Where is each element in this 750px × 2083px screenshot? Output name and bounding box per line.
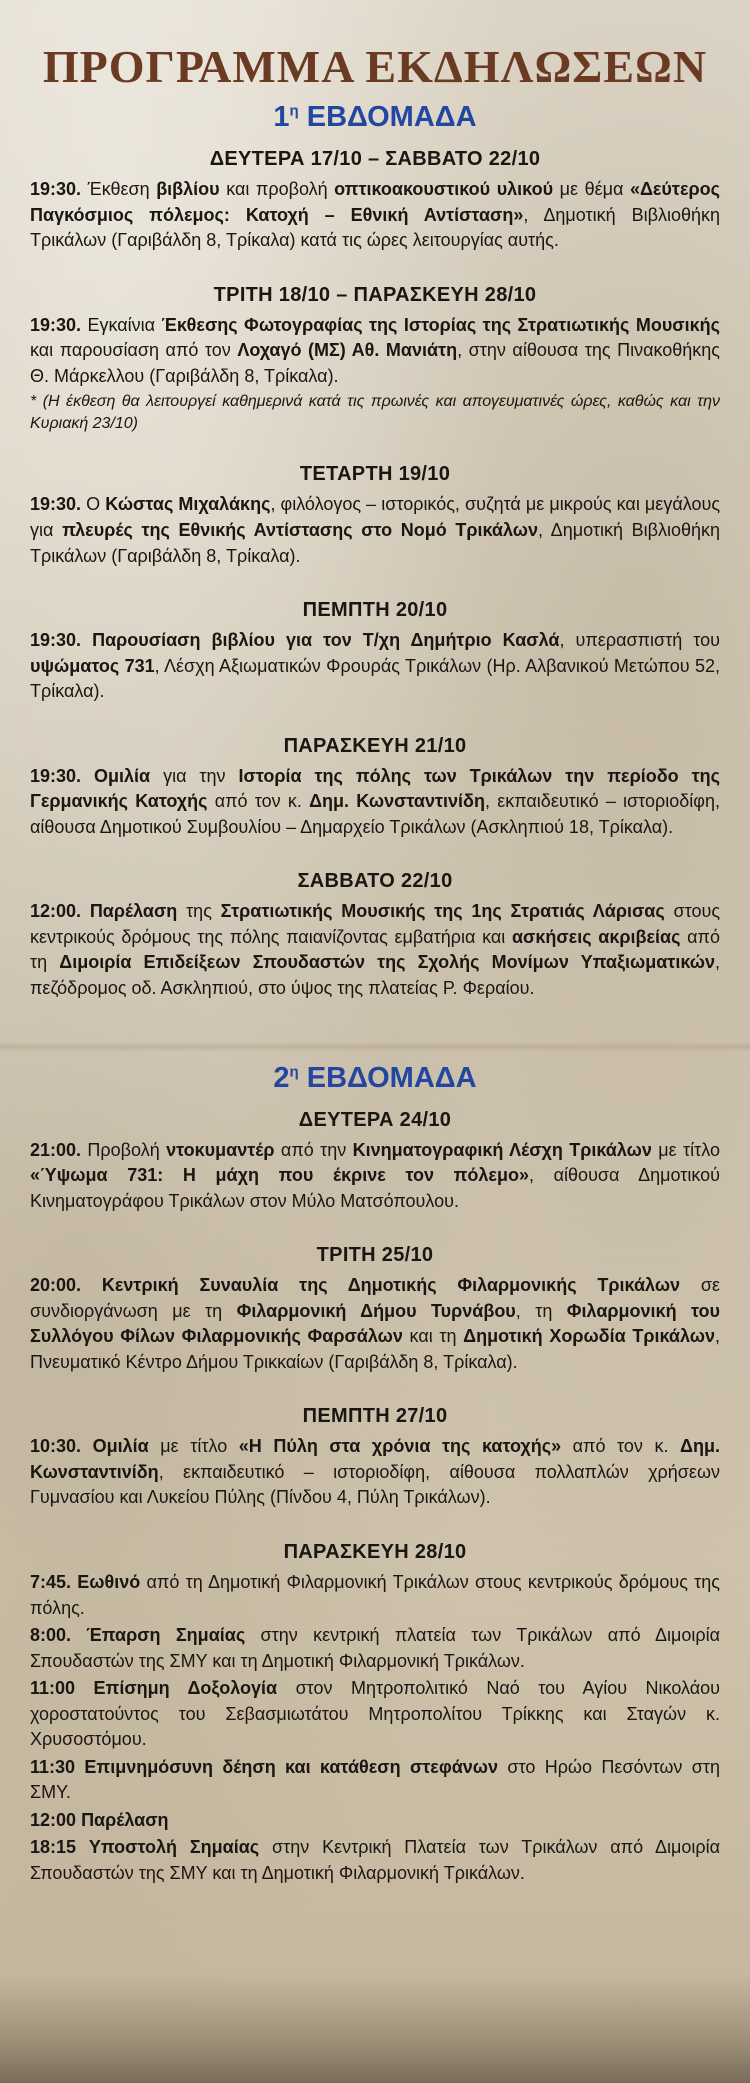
week-label: ΕΒΔΟΜΑΔΑ — [298, 101, 477, 133]
event-text: , Δημοτική Βιβλιοθήκη Τρικάλων (Γαριβάλδη 8, Τρίκαλα). — [30, 519, 720, 566]
event-highlight: Ιστορία της πόλης των Τρικάλων την περίοδο της Γερμανικής Κατοχής — [30, 765, 720, 812]
event-text — [81, 630, 92, 650]
week-number: 2 — [273, 1061, 290, 1094]
event-highlight: 7:45. — [30, 1572, 72, 1593]
event-highlight: Κώστας Μιχαλάκης — [105, 494, 271, 515]
event-entry — [30, 764, 720, 841]
event-highlight: 11:30 — [30, 1756, 76, 1777]
event-highlight: 19:30. — [30, 494, 82, 515]
event-text: με τίτλο — [148, 1436, 239, 1457]
spacer — [30, 1377, 720, 1391]
event-highlight: «Η Πύλη στα χρόνια της κατοχής» — [238, 1436, 562, 1457]
event-text — [76, 1837, 89, 1857]
event-text: , Λέσχη Αξιωματικών Φρουράς Τρικάλων (Ηρ. Αλβανικού Μετώπου 52, Τρίκαλα). — [30, 655, 720, 702]
event-highlight: 19:30. — [30, 179, 82, 199]
event-entry — [30, 177, 720, 254]
day-heading: ΔΕΥΤΕΡΑ 17/10 – ΣΑΒΒΑΤΟ 22/10 — [209, 148, 541, 170]
event-highlight: Επίσημη Δοξολογία — [93, 1678, 278, 1699]
day-heading: ΠΑΡΑΣΚΕΥΗ 28/10 — [283, 1541, 467, 1564]
event-highlight: 11:00 — [30, 1678, 76, 1699]
page-title: ΠΡΟΓΡΑΜΜΑ ΕΚΔΗΛΩΣΕΩΝ — [42, 41, 708, 92]
event-highlight: 19:30. — [30, 630, 82, 651]
event-highlight: «Ύψωμα 731: Η μάχη που έκρινε τον πόλεμο» — [30, 1165, 529, 1186]
event-text: , στην αίθουσα της Πινακοθήκης Θ. Μάρκελλου (Γαριβάλδη 8, Τρίκαλα). — [30, 340, 720, 386]
spacer — [30, 1216, 720, 1230]
event-entry — [30, 1676, 720, 1753]
week-ordinal: η — [289, 1062, 299, 1080]
event-text — [81, 901, 90, 921]
event-entry — [30, 492, 720, 569]
event-highlight: «Δεύτερος Παγκόσμιος πόλεμος: Κατοχή – Εθνική Αντίσταση» — [30, 179, 720, 225]
event-text: με τίτλο — [651, 1139, 720, 1160]
event-text: στην κεντρική πλατεία των Τρικάλων από Διμοιρία Σπουδαστών της ΣΜΥ και τη Δημοτική Φιλαρμονική Τρικάλων. — [30, 1625, 720, 1671]
spacer — [30, 1513, 720, 1527]
event-entry — [30, 1570, 720, 1621]
event-text: , πεζόδρομος οδ. Ασκληπιού, στο ύψος της πλατείας Ρ. Φεραίου. — [30, 952, 720, 998]
spacer — [30, 571, 720, 585]
week-number: 1 — [273, 101, 290, 133]
event-entry — [30, 899, 720, 1001]
day-heading: ΠΕΜΠΤΗ 20/10 — [302, 599, 448, 622]
event-text — [81, 1275, 102, 1295]
event-text: από τη — [30, 926, 720, 973]
event-note: * (Η έκθεση θα λειτουργεί καθημερινά κατά τις πρωινές και απογευματινές ώρες, καθώς και την Κυριακή 23/10) — [30, 393, 720, 433]
event-highlight: Έπαρση Σημαίας — [86, 1625, 246, 1646]
day-heading: ΠΑΡΑΣΚΕΥΗ 21/10 — [283, 734, 467, 757]
event-text — [81, 1436, 93, 1456]
event-highlight: Διμοιρία Επιδείξεων Σπουδαστών της Σχολής Μονίμων Υπαξιωματικών — [59, 952, 715, 973]
event-text: και παρουσίαση από τον — [30, 340, 238, 361]
event-text — [71, 1625, 86, 1645]
event-text: και προβολή — [219, 179, 335, 199]
week-heading — [30, 1062, 720, 1095]
event-entry — [30, 1434, 720, 1511]
event-highlight: Επιμνημόσυνη δέηση και κατάθεση στεφάνων — [84, 1756, 499, 1777]
spacer — [30, 707, 720, 721]
spacer — [30, 1004, 720, 1018]
event-text: από την — [274, 1139, 353, 1160]
event-highlight: οπτικοακουστικού υλικού — [334, 179, 554, 199]
day-heading: ΤΕΤΑΡΤΗ 19/10 — [299, 463, 451, 486]
event-highlight: υψώματος 731 — [30, 655, 155, 676]
event-highlight: Λοχαγό (ΜΣ) Αθ. Μανιάτη — [237, 340, 458, 361]
event-highlight: ασκήσεις ακριβείας — [511, 926, 681, 947]
event-text: , φιλόλογος – ιστορικός, συζητά με μικρούς και μεγάλους για — [30, 494, 720, 540]
event-entry — [30, 1273, 720, 1375]
event-entry — [30, 628, 720, 705]
event-entry — [30, 1755, 720, 1806]
event-text: με θέμα — [553, 179, 630, 199]
event-highlight: 18:15 — [30, 1837, 77, 1858]
event-text: της — [177, 901, 221, 922]
event-text: , αίθουσα Δημοτικού Κινηματογράφου Τρικάλων στον Μύλο Ματσόπουλου. — [30, 1165, 720, 1211]
day-heading: ΤΡΙΤΗ 18/10 – ΠΑΡΑΣΚΕΥΗ 28/10 — [213, 283, 537, 306]
event-highlight: Παρέλαση — [89, 901, 178, 922]
event-text: Έκθεση — [81, 179, 157, 199]
event-highlight: Έκθεσης Φωτογραφίας της Ιστορίας της Στρατιωτικής Μουσικής — [161, 314, 720, 335]
event-highlight: Κινηματογραφική Λέσχη Τρικάλων — [352, 1139, 652, 1160]
event-text: από τον κ. — [207, 791, 310, 812]
event-entry — [30, 313, 720, 390]
event-text: Εγκαίνια — [81, 314, 162, 335]
event-highlight: Παρουσίαση βιβλίου για τον Τ/χη Δημήτριο Κασλά — [92, 630, 560, 651]
event-entry — [30, 1138, 720, 1215]
event-text — [75, 1678, 94, 1698]
event-highlight: βιβλίου — [156, 179, 220, 199]
spacer — [30, 1889, 720, 1903]
day-heading: ΤΡΙΤΗ 25/10 — [316, 1244, 434, 1267]
event-text: στο Ηρώο Πεσόντων στη ΣΜΥ. — [30, 1756, 720, 1803]
week-2-section — [30, 1062, 720, 1903]
event-highlight: Παρέλαση — [81, 1809, 169, 1830]
event-text: στους κεντρικούς δρόμους της πόλης παιανίζοντας εμβατήρια και — [30, 901, 720, 947]
day-heading: ΔΕΥΤΕΡΑ 24/10 — [298, 1108, 452, 1131]
week-heading — [30, 101, 720, 134]
event-text: από τη Δημοτική Φιλαρμονική Τρικάλων στους κεντρικούς δρόμους της πόλης. — [30, 1572, 720, 1618]
event-text: , Δημοτική Βιβλιοθήκη Τρικάλων (Γαριβάλδη 8, Τρίκαλα) κατά τις ώρες λειτουργίας αυτής. — [30, 204, 720, 251]
event-text: , τη — [515, 1300, 567, 1321]
event-text: και τη — [402, 1326, 464, 1347]
event-highlight: ντοκυμαντέρ — [166, 1139, 275, 1160]
event-text: στην Κεντρική Πλατεία των Τρικάλων από Διμοιρία Σπουδαστών της ΣΜΥ και τη Δημοτική Φιλαρμονική Τρικάλων. — [30, 1837, 720, 1884]
event-highlight: Στρατιωτικής Μουσικής της 1ης Στρατιάς Λάρισας — [220, 901, 665, 922]
spacer — [30, 256, 720, 270]
event-text — [81, 766, 94, 786]
day-heading: ΣΑΒΒΑΤΟ 22/10 — [297, 870, 453, 893]
event-highlight: 12:00 — [30, 1809, 77, 1830]
event-highlight: Ομιλία — [92, 1436, 149, 1457]
spacer — [30, 435, 720, 449]
event-highlight: 10:30. — [30, 1436, 82, 1457]
spacer — [30, 842, 720, 856]
event-highlight: Δημ. Κωνσταντινίδη — [309, 791, 485, 812]
event-text — [75, 1757, 84, 1777]
event-highlight: Φιλαρμονική Δήμου Τυρνάβου — [236, 1300, 516, 1321]
week-label: ΕΒΔΟΜΑΔΑ — [298, 1061, 477, 1094]
event-entry — [30, 1808, 720, 1834]
day-heading: ΠΕΜΠΤΗ 27/10 — [302, 1405, 448, 1428]
week-1-section — [30, 101, 720, 1018]
week-ordinal: η — [289, 102, 299, 120]
event-highlight: 21:00. — [30, 1139, 82, 1160]
event-text: σε συνδιοργάνωση με τη — [30, 1275, 720, 1321]
event-highlight: 8:00. — [30, 1625, 72, 1646]
event-highlight: 20:00. — [30, 1275, 82, 1296]
event-highlight: 19:30. — [30, 314, 82, 335]
event-text: , υπερασπιστή του — [559, 630, 720, 651]
event-text: στον Μητροπολιτικό Ναό του Αγίου Νικολάου χοροστατούντος του Σεβασμιωτάτου Μητροπολίτου Τρίκκης και Σταγών κ. Χρυσοστόμου. — [30, 1678, 720, 1750]
event-highlight: Δημ. Κωνσταντινίδη — [30, 1436, 720, 1482]
event-highlight: Φιλαρμονική του Συλλόγου Φίλων Φιλαρμονικής Φαρσάλων — [30, 1300, 721, 1347]
event-highlight: Κεντρική Συναυλία της Δημοτικής Φιλαρμονικής Τρικάλων — [101, 1275, 681, 1296]
section-divider — [0, 1042, 750, 1052]
event-highlight: Υποστολή Σημαίας — [88, 1837, 260, 1858]
event-highlight: 19:30. — [30, 765, 82, 786]
event-text: για την — [150, 765, 239, 786]
event-text: , Πνευματικό Κέντρο Δήμου Τρικκαίων (Γαριβάλδη 8, Τρίκαλα). — [30, 1326, 720, 1372]
event-highlight: Δημοτική Χορωδία Τρικάλων — [463, 1326, 715, 1347]
event-text: , εκπαιδευτικό – ιστοριοδίφη, αίθουσα Δημοτικού Συμβουλίου – Δημαρχείο Τρικάλων (Ασκληπιού 18, Τρίκαλα). — [30, 791, 720, 837]
event-entry — [30, 1835, 720, 1886]
event-text: , εκπαιδευτικό – ιστοριοδίφη, αίθουσα πολλαπλών χρήσεων Γυμνασίου και Λυκείου Πύλης (Πίνδου 4, Πύλη Τρικάλων). — [30, 1461, 720, 1508]
event-highlight: 12:00. — [30, 901, 82, 922]
event-entry — [30, 1623, 720, 1674]
event-highlight: πλευρές της Εθνικής Αντίστασης στο Νομό Τρικάλων — [62, 519, 539, 540]
event-highlight: Ομιλία — [94, 765, 151, 786]
event-highlight: Εωθινό — [77, 1572, 141, 1593]
event-text: Προβολή — [81, 1139, 167, 1160]
event-text: Ο — [81, 494, 106, 515]
event-text: από τον κ. — [561, 1436, 681, 1457]
